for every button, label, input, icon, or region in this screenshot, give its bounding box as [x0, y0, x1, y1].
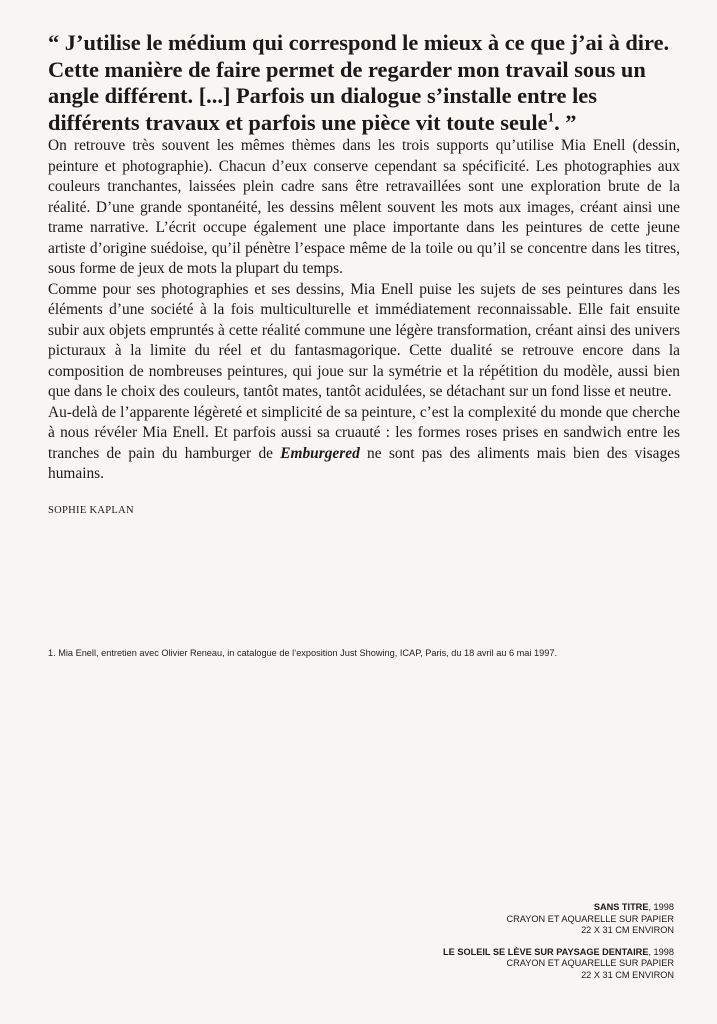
caption-title: LE SOLEIL SE LÈVE SUR PAYSAGE DENTAIRE	[443, 946, 649, 957]
caption-size: 22 X 31 CM ENVIRON	[581, 969, 674, 980]
caption-2	[274, 947, 674, 982]
article	[48, 30, 680, 516]
article-body	[48, 136, 680, 485]
caption-size: 22 X 31 CM ENVIRON	[581, 925, 674, 935]
paragraph-1: On retrouve très souvent les mêmes thèmes dans les trois supports qu’utilise Mia Enell (dessin, peinture et photographie). Chacun d’eux conserve cependant sa spécificité. Les photographies aux couleurs tranchantes, laissées plein cadre sans être retravaillées sont une exploration brute de la réalité. D’une grande spontanéité, les dessins mêlent souvent les mots aux images, créant ainsi une trame narrative. L’écrit occupe également une place importante dans les peintures de cette jeune artiste d’origine suédoise, qu’il pénètre l’espace même de la toile ou qu’il se concentre dans les titres, sous forme de jeux de mots la plupart du temps.	[48, 137, 680, 277]
caption-medium: CRAYON ET AQUARELLE SUR PAPIER	[506, 958, 674, 968]
caption-medium: CRAYON ET AQUARELLE SUR PAPIER	[506, 913, 674, 924]
caption-year: , 1998	[648, 946, 674, 957]
paragraph-3-end: ne sont pas des aliments mais bien des visages humains.	[48, 444, 680, 482]
paragraph-3-start: Au-delà de l’apparente légèreté et simplicité de sa peinture, c’est la complexité du monde que cherche à nous révéler Mia Enell. Et parfois aussi sa cruauté : les formes roses prises en sandwich entre les tranches de pain du hamburger de	[48, 403, 680, 462]
pull-quote-text: “ J’utilise le médium qui correspond le mieux à ce que j’ai à dire. Cette manière de faire permet de regarder mon travail sous un angle différent. [...] Parfois un dialogue s’installe entre les différents travaux et parfois une pièce vit toute seule	[48, 30, 670, 135]
footnote-ref: 1	[547, 109, 555, 125]
paragraph-3	[48, 403, 680, 485]
pull-quote-close: . ”	[554, 109, 577, 135]
paragraph-2: Comme pour ses photographies et ses dessins, Mia Enell puise les sujets de ses peintures dans les éléments d’une société à la fois multiculturelle et immédiatement reconnaissable. Elle fait ensuite subir aux objets empruntés à cette réalité commune une légère transformation, créant ainsi des univers picturaux à la limite du réel et du fantasmagorique. Cette dualité se retrouve encore dans la composition de nombreuses peintures, qui joue sur la symétrie et la répétition du modèle, aussi bien que dans le choix des couleurs, tantôt mates, tantôt acidulées, se détachant sur un fond lisse et neutre.	[48, 280, 680, 400]
artwork-title: Emburgered	[280, 444, 360, 462]
caption-year: , 1998	[648, 902, 674, 912]
captions	[274, 902, 674, 991]
pull-quote	[48, 30, 680, 136]
footnote: 1. Mia Enell, entretien avec Olivier Reneau, in catalogue de l’exposition Just Showing, ICAP, Paris, du 18 avril au 6 mai 1997.	[48, 648, 557, 658]
author-name: SOPHIE KAPLAN	[48, 504, 134, 516]
caption-title: SANS TITRE	[593, 902, 649, 912]
caption-1	[274, 902, 674, 937]
